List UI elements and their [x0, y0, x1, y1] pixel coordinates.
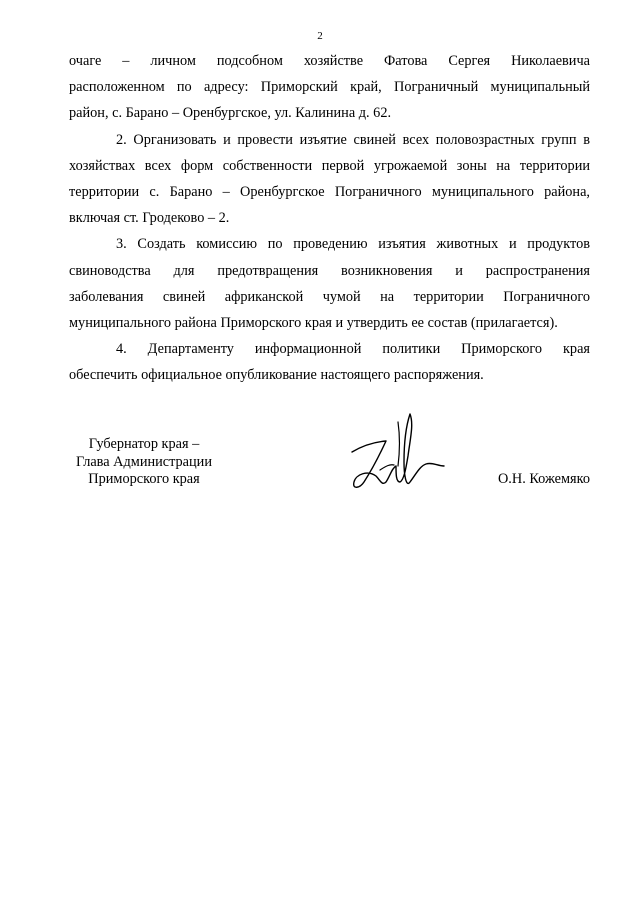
- signatory-title: [69, 436, 219, 489]
- paragraph-1-line-2: расположенном по адресу: Приморский край, Пограничный муниципальный: [69, 79, 590, 96]
- paragraph-3-line-1: 3. Создать комиссию по проведению изъятия животных и продуктов: [116, 236, 590, 253]
- paragraph-2-line-3: территории с. Барано – Оренбургское Пограничного муниципального района,: [69, 183, 590, 200]
- paragraph-1: [69, 48, 590, 127]
- paragraph-2-line-1: 2. Организовать и провести изъятие свиней всех половозрастных групп в: [116, 131, 590, 148]
- document-body: [69, 48, 590, 388]
- signatory-title-line-1: Губернатор края –: [88, 436, 200, 452]
- paragraph-1-line-1: очаге – личном подсобном хозяйстве Фатова Сергея Николаевича: [69, 53, 590, 69]
- signatory-name: О.Н. Кожемяко: [497, 471, 590, 487]
- signatory-title-line-3: Приморского края: [88, 471, 200, 487]
- paragraph-4: [69, 336, 590, 388]
- paragraph-3-line-2: свиноводства для предотвращения возникновения и распространения: [69, 262, 590, 279]
- paragraph-4-line-2: обеспечить официальное опубликование настоящего распоряжения.: [69, 367, 484, 384]
- page-number: 2: [317, 30, 323, 42]
- paragraph-3-line-4: муниципального района Приморского края и утвердить ее состав (прилагается).: [69, 314, 558, 331]
- paragraph-2-line-2: хозяйствах всех форм собственности первой угрожаемой зоны на территории: [69, 157, 590, 174]
- paragraph-3: [69, 231, 590, 336]
- paragraph-4-line-1: 4. Департаменту информационной политики Приморского края: [116, 341, 590, 358]
- paragraph-2-line-4: включая ст. Гродеково – 2.: [69, 210, 230, 227]
- signatory-title-line-2: Глава Администрации: [76, 453, 212, 470]
- paragraph-1-line-3: район, с. Барано – Оренбургское, ул. Калинина д. 62.: [69, 105, 392, 122]
- paragraph-2: [69, 127, 590, 232]
- handwritten-signature: [340, 410, 450, 496]
- paragraph-3-line-3: заболевания свиней африканской чумой на территории Пограничного: [69, 288, 590, 305]
